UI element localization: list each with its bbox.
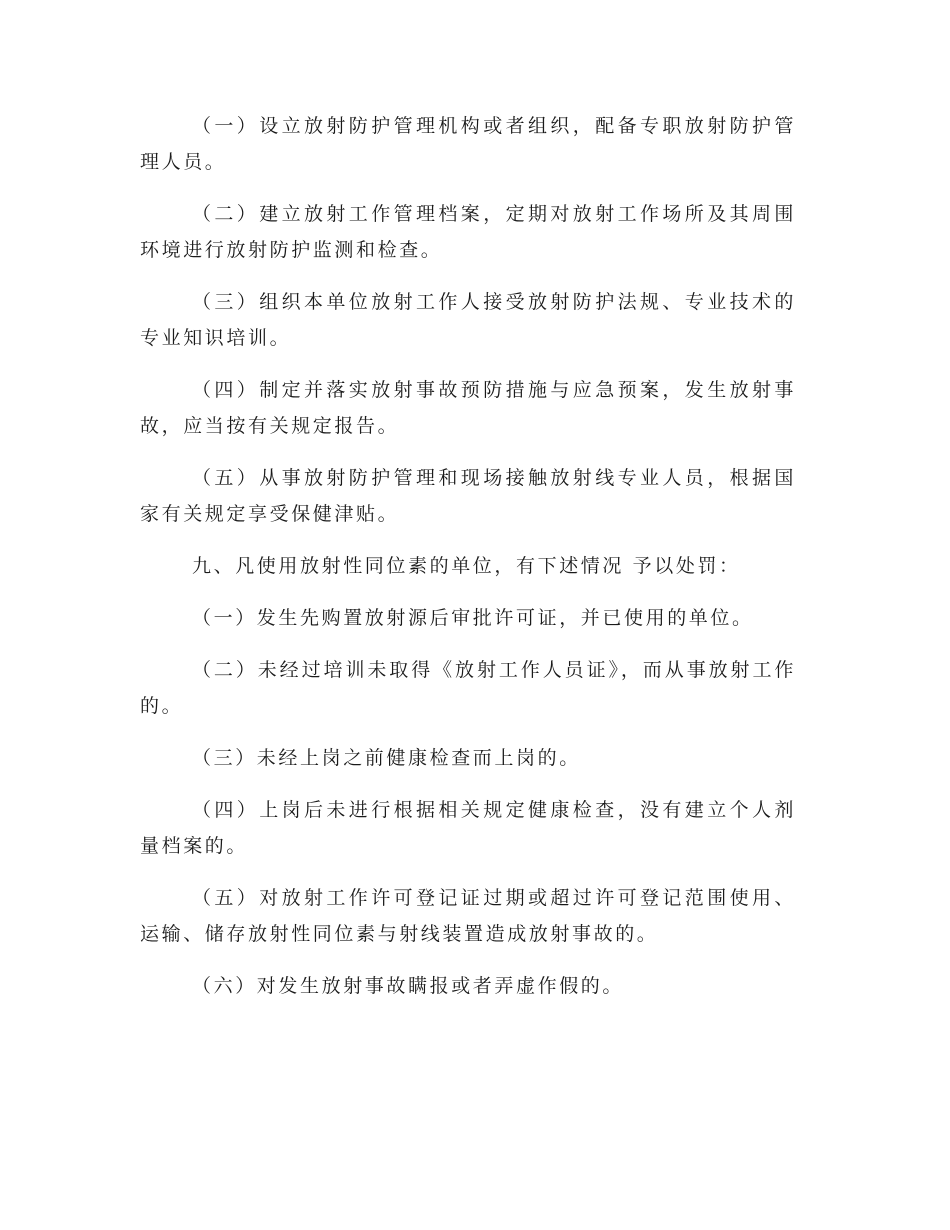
paragraph-8: （三）未经上岗之前健康检查而上岗的。: [192, 747, 581, 769]
paragraph-11: （六）对发生放射事故瞒报或者弄虚作假的。: [192, 975, 625, 997]
paragraph-6: （一）发生先购置放射源后审批许可证，并已使用的单位。: [192, 607, 754, 629]
document-body: [140, 108, 796, 1020]
paragraph-5: （五）从事放射防护管理和现场接触放射线专业人员，根据国家有关规定享受保健津贴。: [140, 467, 796, 525]
paragraph-9: （四）上岗后未进行根据相关规定健康检查，没有建立个人剂量档案的。: [140, 799, 796, 857]
paragraph-3: （三）组织本单位放射工作人接受放射防护法规、专业技术的专业知识培训。: [140, 291, 796, 349]
paragraph-10: （五）对放射工作许可登记证过期或超过许可登记范围使用、运输、储存放射性同位素与射线装置造成放射事故的。: [140, 887, 796, 945]
paragraph-2: （二）建立放射工作管理档案，定期对放射工作场所及其周围环境进行放射防护监测和检查。: [140, 203, 796, 261]
paragraph-7: （二）未经过培训未取得《放射工作人员证》，而从事放射工作的。: [140, 659, 796, 717]
section-heading-9: 九、凡使用放射性同位素的单位，有下述情况 予以处罚：: [192, 555, 741, 577]
paragraph-4: （四）制定并落实放射事故预防措施与应急预案，发生放射事故，应当按有关规定报告。: [140, 379, 796, 437]
paragraph-1: （一）设立放射防护管理机构或者组织，配备专职放射防护管理人员。: [140, 115, 796, 173]
